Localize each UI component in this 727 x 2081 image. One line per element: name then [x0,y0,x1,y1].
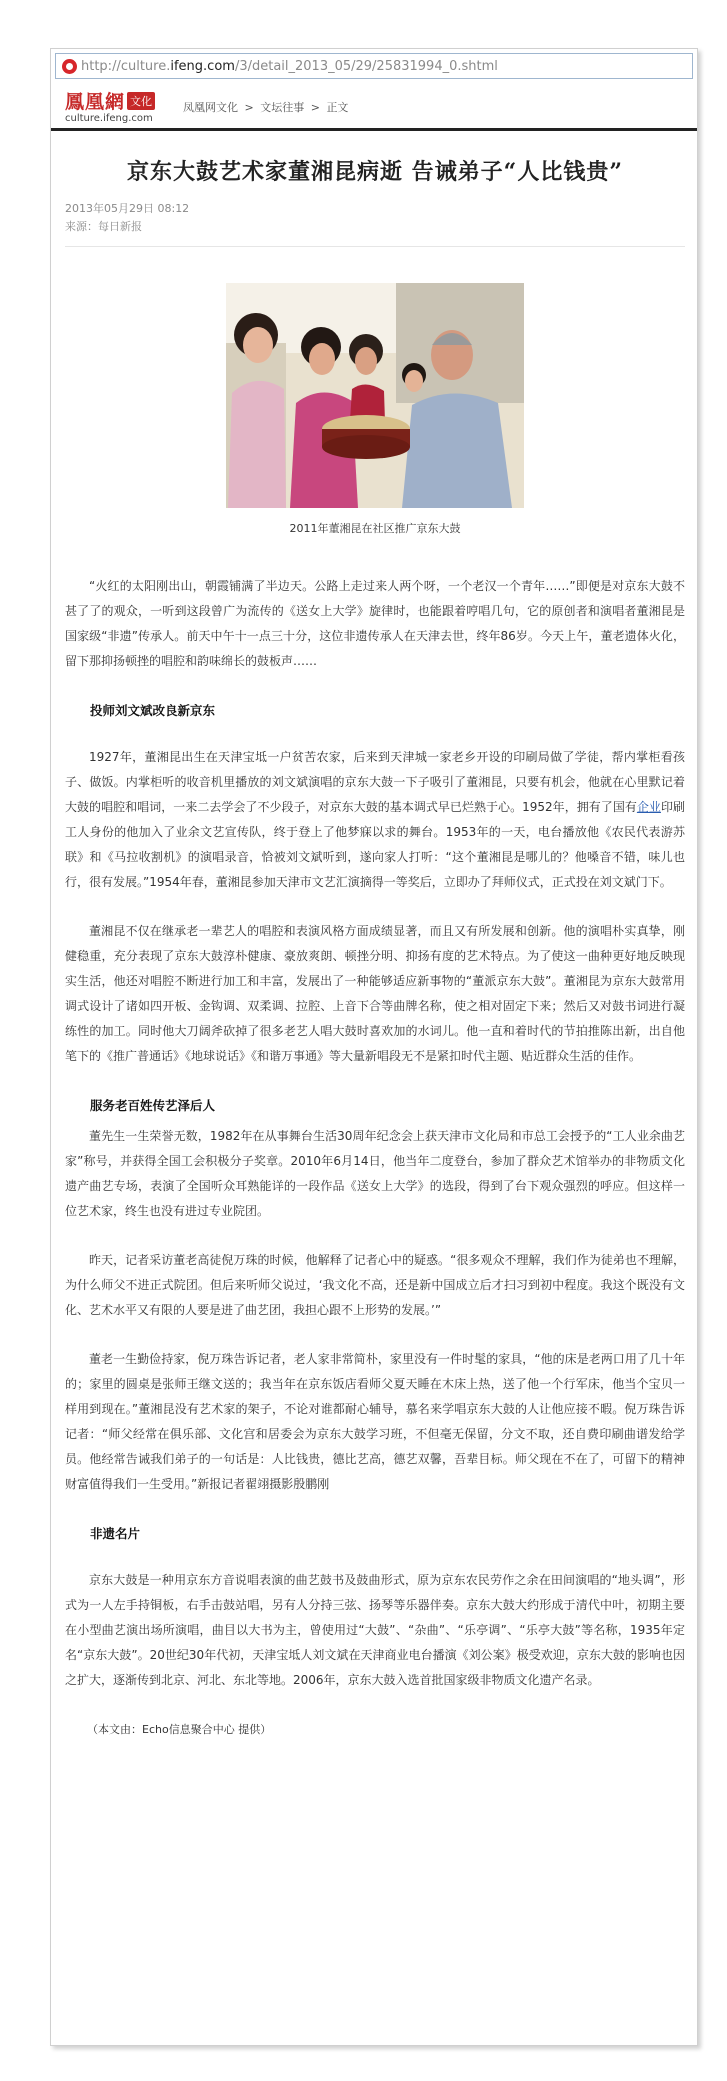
breadcrumb-separator: > [310,101,320,114]
breadcrumb [183,99,351,115]
paragraph-text: 1927年，董湘昆出生在天津宝坻一户贫苦农家，后来到天津城一家老乡开设的印刷局做了学徒，帮内掌柜看孩子、做饭。内掌柜听的收音机里播放的刘文斌演唱的京东大鼓一下子吸引了董湘昆，只要有机会，他就在心里默记着大鼓的唱腔和唱词，一来二去学会了不少段子，对京东大鼓的基本调式早已烂熟于心。1952年，拥有了国有 [65,750,685,814]
paragraph [65,745,685,895]
article-source: 来源：每日新报 [65,220,142,233]
article [65,139,685,1742]
url-host: ifeng.com [170,58,235,74]
url-prefix: http://culture. [81,58,171,74]
section-heading: 非遗名片 [90,1526,141,1541]
photo-caption: 2011年董湘昆在社区推广京东大鼓 [289,522,461,535]
brand-domain: culture.ifeng.com [65,113,153,124]
paragraph: 昨天，记者采访董老高徒倪万珠的时候，他解释了记者心中的疑惑。“很多观众不理解，我们作为徒弟也不理解，为什么师父不进正式院团。但后来听师父说过，‘我文化不高，还是新中国成立后才扫习到初中程度。我这个既没有文化、艺术水平又有限的人要是进了曲艺团，我担心跟不上形势的发展。’” [65,1253,685,1317]
article-date: 2013年05月29日 08:12 [65,202,190,215]
article-title: 京东大鼓艺术家董湘昆病逝 告诫弟子“人比钱贵” [127,159,623,185]
article-photo [226,283,524,508]
brand-tag: 文化 [127,92,155,110]
address-bar[interactable] [55,53,693,79]
article-body [65,574,685,1742]
breadcrumb-current: 正文 [326,101,349,114]
paragraph: “火红的太阳刚出山，朝霞铺满了半边天。公路上走过来人两个呀，一个老汉一个青年……”即便是对京东大鼓不甚了了的观众，一听到这段曾广为流传的《送女上大学》旋律时，也能跟着哼唱几句，它的原创者和演唱者董湘昆是国家级“非遗”传承人。前天中午十一点三十分，这位非遗传承人在天津去世，终年86岁。今天上午，董老遗体火化，留下那抑扬顿挫的唱腔和韵味绵长的鼓板声…… [65,579,685,668]
section-heading: 服务老百姓传艺泽后人 [90,1098,216,1113]
paragraph: 董老一生勤俭持家，倪万珠告诉记者，老人家非常简朴，家里没有一件时髦的家具，“他的床是老两口用了几十年的；家里的圆桌是张师王继文送的；我当年在京东饭店看师父夏天睡在木床上热，送了他一个行军床，他当个宝贝一样用到现在。”董湘昆没有艺术家的架子，不论对谁都耐心辅导，慕名来学唱京东大鼓的人让他应接不暇。倪万珠告诉记者：“师父经常在俱乐部、文化宫和居委会为京东大鼓学习班，不但毫无保留，分文不取，还自费印刷曲谱发给学员。他经常告诫我们弟子的一句话是：人比钱贵，德比艺高，德艺双馨，吾辈目标。师父现在不在了，可留下的精神财富值得我们一生受用。”新报记者翟翊摄影殷鹏刚 [65,1352,685,1491]
paragraph: 京东大鼓是一种用京东方音说唱表演的曲艺鼓书及鼓曲形式，原为京东农民劳作之余在田间演唱的“地头调”，形式为一人左手持铜板，右手击鼓站唱，另有人分持三弦、扬琴等乐器伴奏。京东大鼓大约形成于清代中叶，初期主要在小型曲艺演出场所演唱，曲目以大书为主，曾使用过“大鼓”、“杂曲”、“乐亭调”、“乐亭大鼓”等名称，1935年定名“京东大鼓”。20世纪30年代初，天津宝坻人刘文斌在天津商业电台播演《刘公案》极受欢迎，京东大鼓的影响也因之扩大，逐渐传到北京、河北、东北等地。2006年，京东大鼓入选首批国家级非物质文化遗产名录。 [65,1573,685,1687]
page-frame [50,48,698,2046]
paragraph: 董先生一生荣誉无数，1982年在从事舞台生活30周年纪念会上获天津市文化局和市总工会授予的“工人业余曲艺家”称号，并获得全国工会积极分子奖章。2010年6月14日，他当年二度登台，参加了群众艺术馆举办的非物质文化遗产曲艺专场，表演了全国听众耳熟能详的一段作品《送女上大学》的选段，得到了台下观众强烈的呼应。但这样一位艺术家，终生也没有进过专业院团。 [65,1129,685,1218]
url-path: /3/detail_2013_05/29/25831994_0.shtml [234,58,498,74]
content-source-note: （本文由：Echo信息聚合中心 提供） [87,1723,272,1736]
breadcrumb-section[interactable]: 文坛往事 [260,101,305,114]
site-logo[interactable] [65,87,155,124]
site-header [51,83,697,131]
paragraph-text: 印刷工人身份的他加入了业余文艺宣传队，终于登上了他梦寐以求的舞台。1953年的一天，电台播放他《农民代表游苏联》和《马拉收割机》的演唱录音，恰被刘文斌听到，遂向家人打听：“这个董湘昆是哪儿的？他嗓音不错，味儿也行，很有发展。”1954年春，董湘昆参加天津市文艺汇演摘得一等奖后，立即办了拜师仪式，正式投在刘文斌门下。 [65,800,685,889]
divider [65,246,685,247]
ifeng-favicon-icon [62,59,77,74]
article-meta [65,200,685,236]
breadcrumb-home[interactable]: 凤凰网文化 [183,101,238,114]
breadcrumb-separator: > [244,101,254,114]
keyword-link[interactable]: 企业 [636,800,661,814]
section-heading: 投师刘文斌改良新京东 [90,703,216,718]
brand-name: 鳳凰網 [65,91,126,113]
paragraph: 董湘昆不仅在继承老一辈艺人的唱腔和表演风格方面成绩显著，而且又有所发展和创新。他的演唱朴实真挚，刚健稳重，充分表现了京东大鼓淳朴健康、豪放爽朗、顿挫分明、抑扬有度的艺术特点。为了使这一曲种更好地反映现实生活，他还对唱腔不断进行加工和丰富，发展出了一种能够适应新事物的“董派京东大鼓”。董湘昆为京东大鼓常用调式设计了诸如四开板、金钩调、双柔调、拉腔、上音下合等曲牌名称，使之相对固定下来；然后又对鼓书词进行凝练性的加工。同时他大刀阔斧砍掉了很多老艺人唱大鼓时喜欢加的水词儿。他一直和着时代的节拍推陈出新，出自他笔下的《推广普通话》《地球说话》《和谐万事通》等大量新唱段无不是紧扣时代主题、贴近群众生活的佳作。 [65,924,685,1063]
article-photo-block [65,283,685,536]
